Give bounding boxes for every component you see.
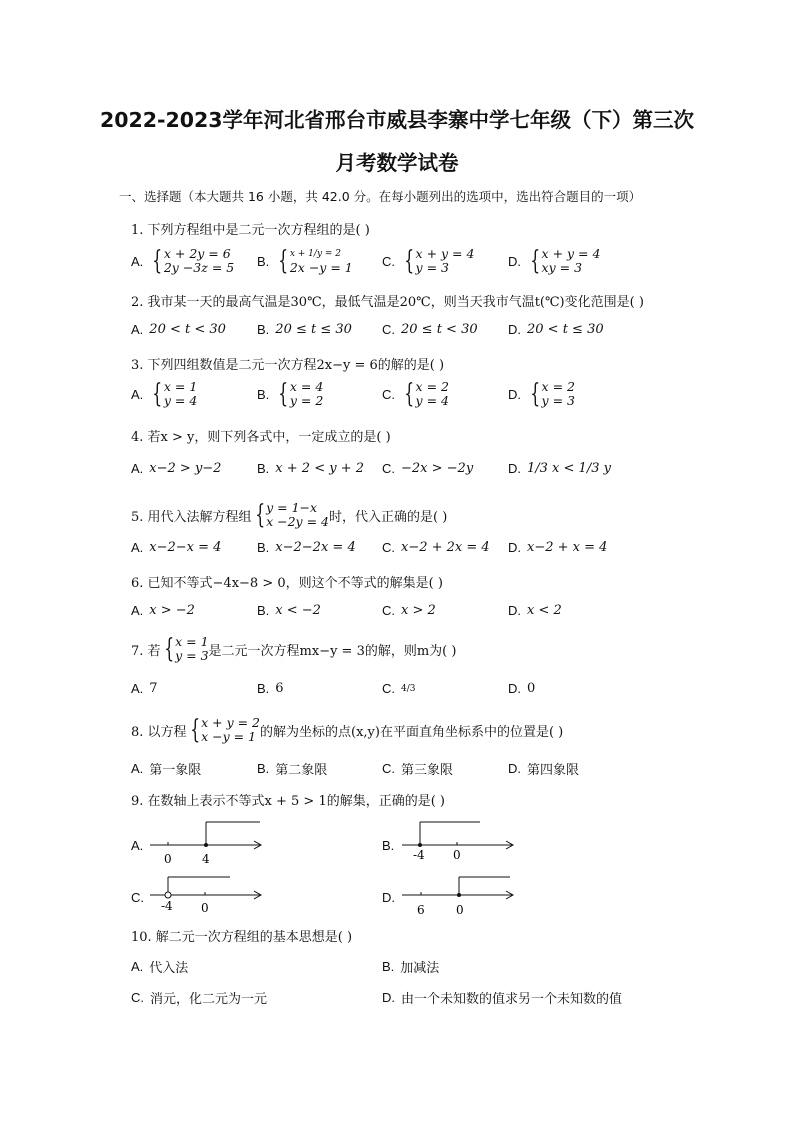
q3-option-a[interactable]: A. { x = 1 y = 4 [131, 379, 198, 409]
q3-option-b[interactable]: B. { x = 4 y = 2 [257, 379, 324, 409]
q6-option-c[interactable]: C. x > 2 [382, 603, 436, 618]
question-1-stem: 1. 下列方程组中是二元一次方程组的是( ) [131, 223, 370, 238]
q9-option-d[interactable]: D. [382, 890, 395, 905]
q9-b-tick-neg4: -4 [413, 848, 425, 862]
q2-option-b[interactable]: B. 20 ≤ t ≤ 30 [257, 322, 352, 337]
q10-option-a[interactable]: A. 代入法 [131, 959, 189, 976]
q7-option-a[interactable]: A. 7 [131, 681, 158, 696]
q2-option-d[interactable]: D. 20 < t ≤ 30 [508, 322, 604, 337]
section-heading: 一、选择题（本大题共 16 小题，共 42.0 分。在每小题列出的选项中，选出符合题目的一项） [119, 189, 642, 204]
q8-option-c[interactable]: C. 第三象限 [382, 761, 454, 778]
q9-c-tick-0: 0 [201, 901, 209, 915]
q9-d-tick-6: 6 [417, 903, 425, 917]
question-2-stem: 2. 我市某一天的最高气温是30℃，最低气温是20℃，则当天我市气温t(℃)变化范围是( ) [131, 295, 644, 310]
question-5-stem: 5. 用代入法解方程组 { y = 1−x x −2y = 4 时，代入正确的是( ) [131, 500, 448, 530]
question-3-stem: 3. 下列四组数值是二元一次方程2x−y = 6的解的是( ) [131, 358, 445, 373]
q9-a-tick-4: 4 [202, 852, 210, 866]
q9-c-tick-neg4: -4 [161, 899, 173, 913]
q1-option-b[interactable]: B. { x + 1/y = 2 2x −y = 1 [257, 246, 353, 276]
q4-option-d[interactable]: D. 1/3 x < 1/3 y [508, 461, 611, 476]
q5-option-b[interactable]: B. x−2−2x = 4 [257, 540, 356, 555]
q1-option-d[interactable]: D. { x + y = 4 xy = 3 [508, 246, 601, 276]
q9-option-b[interactable]: B. [382, 838, 395, 853]
q9-a-tick-0: 0 [164, 852, 172, 866]
question-6-stem: 6. 已知不等式−4x−8 > 0，则这个不等式的解集是( ) [131, 576, 443, 591]
q8-option-a[interactable]: A. 第一象限 [131, 761, 202, 778]
q9-d-number-line [400, 872, 518, 922]
q4-option-b[interactable]: B. x + 2 < y + 2 [257, 461, 364, 476]
q1-option-a[interactable]: A. { x + 2y = 6 2y −3z = 5 [131, 246, 235, 276]
question-8-stem: 8. 以方程 { x + y = 2 x −y = 1 的解为坐标的点(x,y)在平面直角坐标系中的位置是( ) [131, 715, 564, 745]
q10-option-d[interactable]: D. 由一个未知数的值求另一个未知数的值 [382, 990, 623, 1007]
q10-option-b[interactable]: B. 加减法 [382, 959, 440, 976]
q6-option-b[interactable]: B. x < −2 [257, 603, 321, 618]
q6-option-a[interactable]: A. x > −2 [131, 603, 195, 618]
q7-option-c[interactable]: C. 4/3 [382, 681, 416, 696]
question-7-stem: 7. 若 { x = 1 y = 3 是二元一次方程mx−y = 3的解，则m为( ) [131, 634, 457, 664]
q1-option-c[interactable]: C. { x + y = 4 y = 3 [382, 246, 475, 276]
q7-option-b[interactable]: B. 6 [257, 681, 284, 696]
question-10-stem: 10. 解二元一次方程组的基本思想是( ) [131, 930, 353, 945]
q2-option-a[interactable]: A. 20 < t < 30 [131, 322, 226, 337]
q5-option-c[interactable]: C. x−2 + 2x = 4 [382, 540, 490, 555]
q4-option-c[interactable]: C. −2x > −2y [382, 461, 474, 476]
q3-option-c[interactable]: C. { x = 2 y = 4 [382, 379, 449, 409]
exam-title-line-2: 月考数学试卷 [335, 151, 459, 175]
q9-b-tick-0: 0 [453, 848, 461, 862]
q9-b-number-line [400, 818, 518, 868]
q3-option-d[interactable]: D. { x = 2 y = 3 [508, 379, 575, 409]
q9-c-number-line [148, 872, 266, 922]
q4-option-a[interactable]: A. x−2 > y−2 [131, 461, 222, 476]
q10-option-c[interactable]: C. 消元，化二元为一元 [131, 990, 268, 1007]
q5-option-a[interactable]: A. x−2−x = 4 [131, 540, 222, 555]
q9-option-a[interactable]: A. [131, 838, 144, 853]
question-9-stem: 9. 在数轴上表示不等式x + 5 > 1的解集，正确的是( ) [131, 794, 445, 809]
exam-title-line-1: 2022-2023学年河北省邢台市威县李寨中学七年级（下）第三次 [99, 108, 695, 132]
question-4-stem: 4. 若x > y，则下列各式中，一定成立的是( ) [131, 430, 391, 445]
q9-d-tick-0: 0 [456, 903, 464, 917]
q6-option-d[interactable]: D. x < 2 [508, 603, 562, 618]
q8-option-b[interactable]: B. 第二象限 [257, 761, 328, 778]
q9-a-number-line [148, 818, 266, 868]
q8-option-d[interactable]: D. 第四象限 [508, 761, 580, 778]
q2-option-c[interactable]: C. 20 ≤ t < 30 [382, 322, 478, 337]
q7-option-d[interactable]: D. 0 [508, 681, 536, 696]
q9-option-c[interactable]: C. [131, 890, 144, 905]
q5-option-d[interactable]: D. x−2 + x = 4 [508, 540, 608, 555]
